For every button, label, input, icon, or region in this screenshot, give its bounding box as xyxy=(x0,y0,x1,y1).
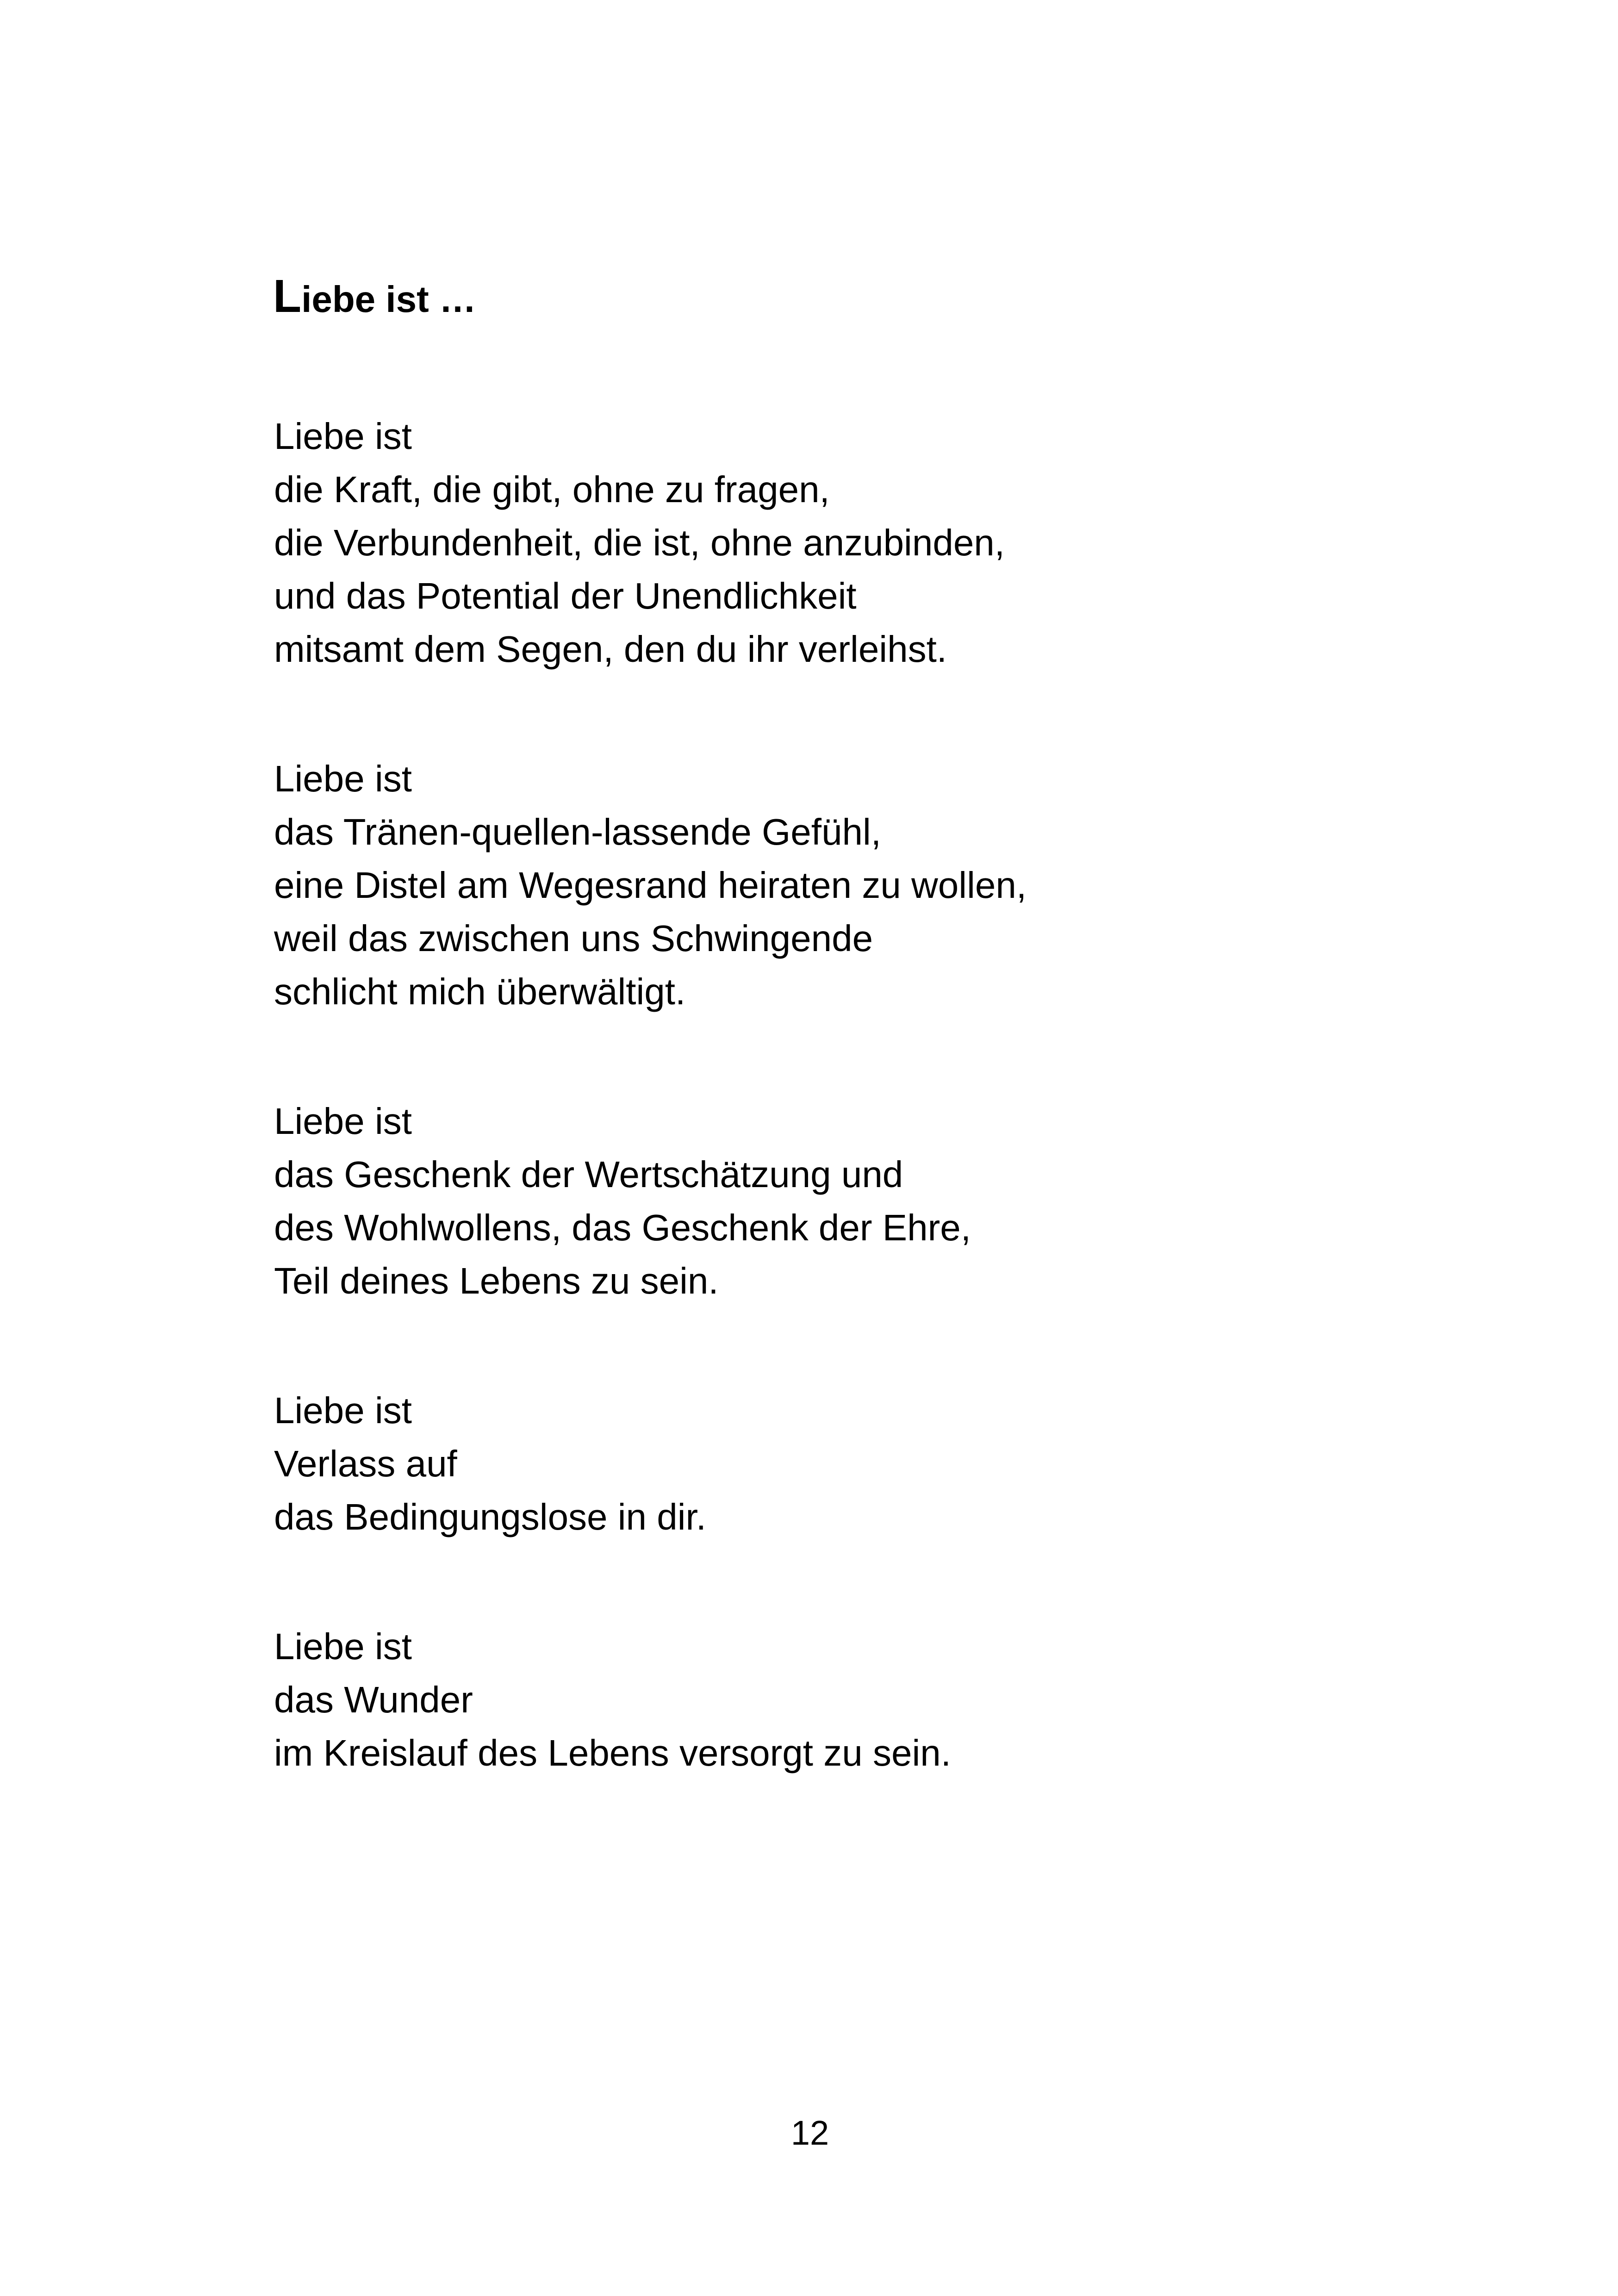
stanza-4 xyxy=(274,1384,706,1543)
stanza-line: Liebe ist xyxy=(274,1626,412,1667)
stanza-line: Verlass auf xyxy=(274,1443,457,1484)
stanza-line: weil das zwischen uns Schwingende xyxy=(274,918,873,959)
stanza-line: Teil deines Lebens zu sein. xyxy=(274,1260,719,1301)
page-number: 12 xyxy=(790,2114,829,2152)
stanza-line: das Geschenk der Wertschätzung und xyxy=(274,1154,903,1195)
stanza-line: Liebe ist xyxy=(274,1101,412,1142)
stanza-line: eine Distel am Wegesrand heiraten zu wollen, xyxy=(274,865,1027,906)
poem-title xyxy=(273,270,476,322)
stanza-line: das Tränen-quellen-lassende Gefühl, xyxy=(274,811,881,852)
stanza-1 xyxy=(274,410,1005,676)
stanza-2 xyxy=(274,752,1027,1018)
stanza-5 xyxy=(274,1620,951,1780)
stanza-line: schlicht mich überwältigt. xyxy=(274,971,686,1012)
stanza-3 xyxy=(274,1095,971,1307)
stanza-line: Liebe ist xyxy=(274,758,412,799)
stanza-line: Liebe ist xyxy=(274,416,412,457)
stanza-line: mitsamt dem Segen, den du ihr verleihst. xyxy=(274,628,947,670)
stanza-line: das Bedingungslose in dir. xyxy=(274,1496,706,1537)
stanza-line: und das Potential der Unendlichkeit xyxy=(274,575,857,616)
stanza-line: Liebe ist xyxy=(274,1390,412,1431)
stanza-line: die Verbundenheit, die ist, ohne anzubinden, xyxy=(274,522,1005,563)
poem-title-initial: L xyxy=(273,270,302,322)
stanza-line: das Wunder xyxy=(274,1679,473,1720)
stanza-line: die Kraft, die gibt, ohne zu fragen, xyxy=(274,469,830,510)
stanza-line: des Wohlwollens, das Geschenk der Ehre, xyxy=(274,1207,971,1248)
poem-title-rest: iebe ist … xyxy=(301,279,476,320)
stanza-line: im Kreislauf des Lebens versorgt zu sein. xyxy=(274,1732,951,1773)
